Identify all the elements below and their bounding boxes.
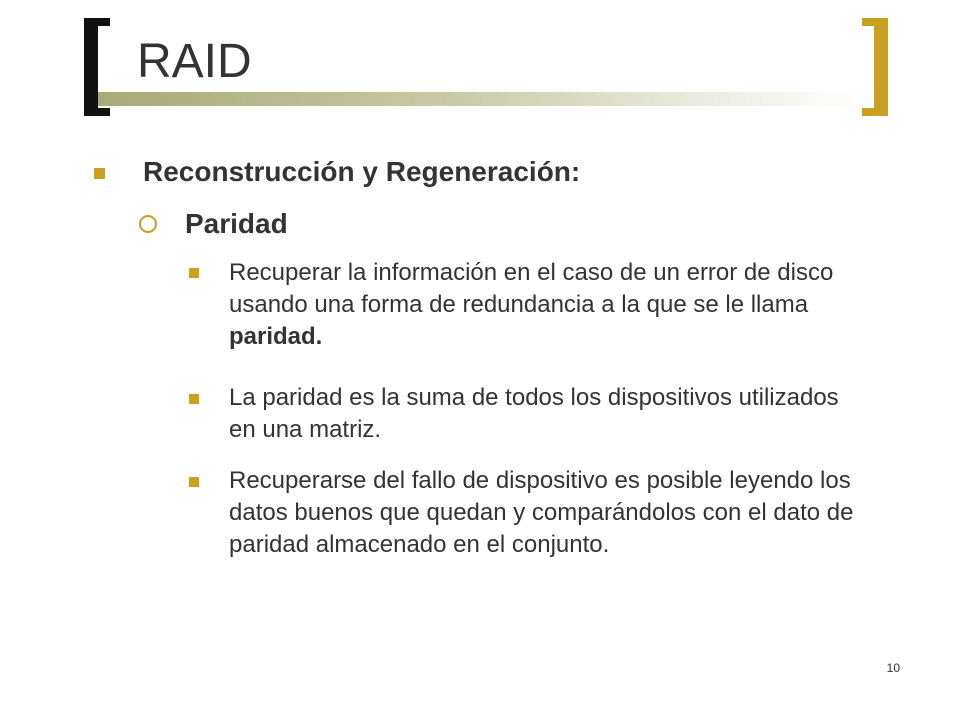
subheading: Paridad [185, 208, 288, 239]
circle-bullet-icon [139, 215, 157, 233]
square-bullet-icon [189, 268, 199, 278]
left-bracket-top-decoration [84, 18, 110, 26]
right-bracket-bottom-decoration [862, 108, 888, 116]
square-bullet-icon [189, 394, 199, 404]
bullet-item [229, 257, 859, 353]
slide-title: RAID [137, 35, 252, 88]
square-bullet-icon [94, 168, 105, 179]
bullet-bold-term: paridad. [229, 323, 323, 350]
left-bracket-decoration [84, 18, 98, 116]
bullet-text: Recuperar la información en el caso de un error de disco usando una forma de redundancia a la que se le llama [229, 259, 834, 318]
title-underline-bar [98, 92, 862, 106]
bullet-item: Recuperarse del fallo de dispositivo es posible leyendo los datos buenos que quedan y comparándolos con el dato de paridad almacenado en el conjunto. [229, 467, 854, 558]
heading: Reconstrucción y Regeneración: [143, 156, 581, 187]
right-bracket-top-decoration [862, 18, 888, 26]
right-bracket-decoration [874, 18, 888, 116]
page-number: 10 [886, 661, 900, 675]
left-bracket-bottom-decoration [84, 108, 110, 116]
bullet-item: La paridad es la suma de todos los dispositivos utilizados en una matriz. [229, 384, 839, 443]
square-bullet-icon [189, 477, 199, 487]
